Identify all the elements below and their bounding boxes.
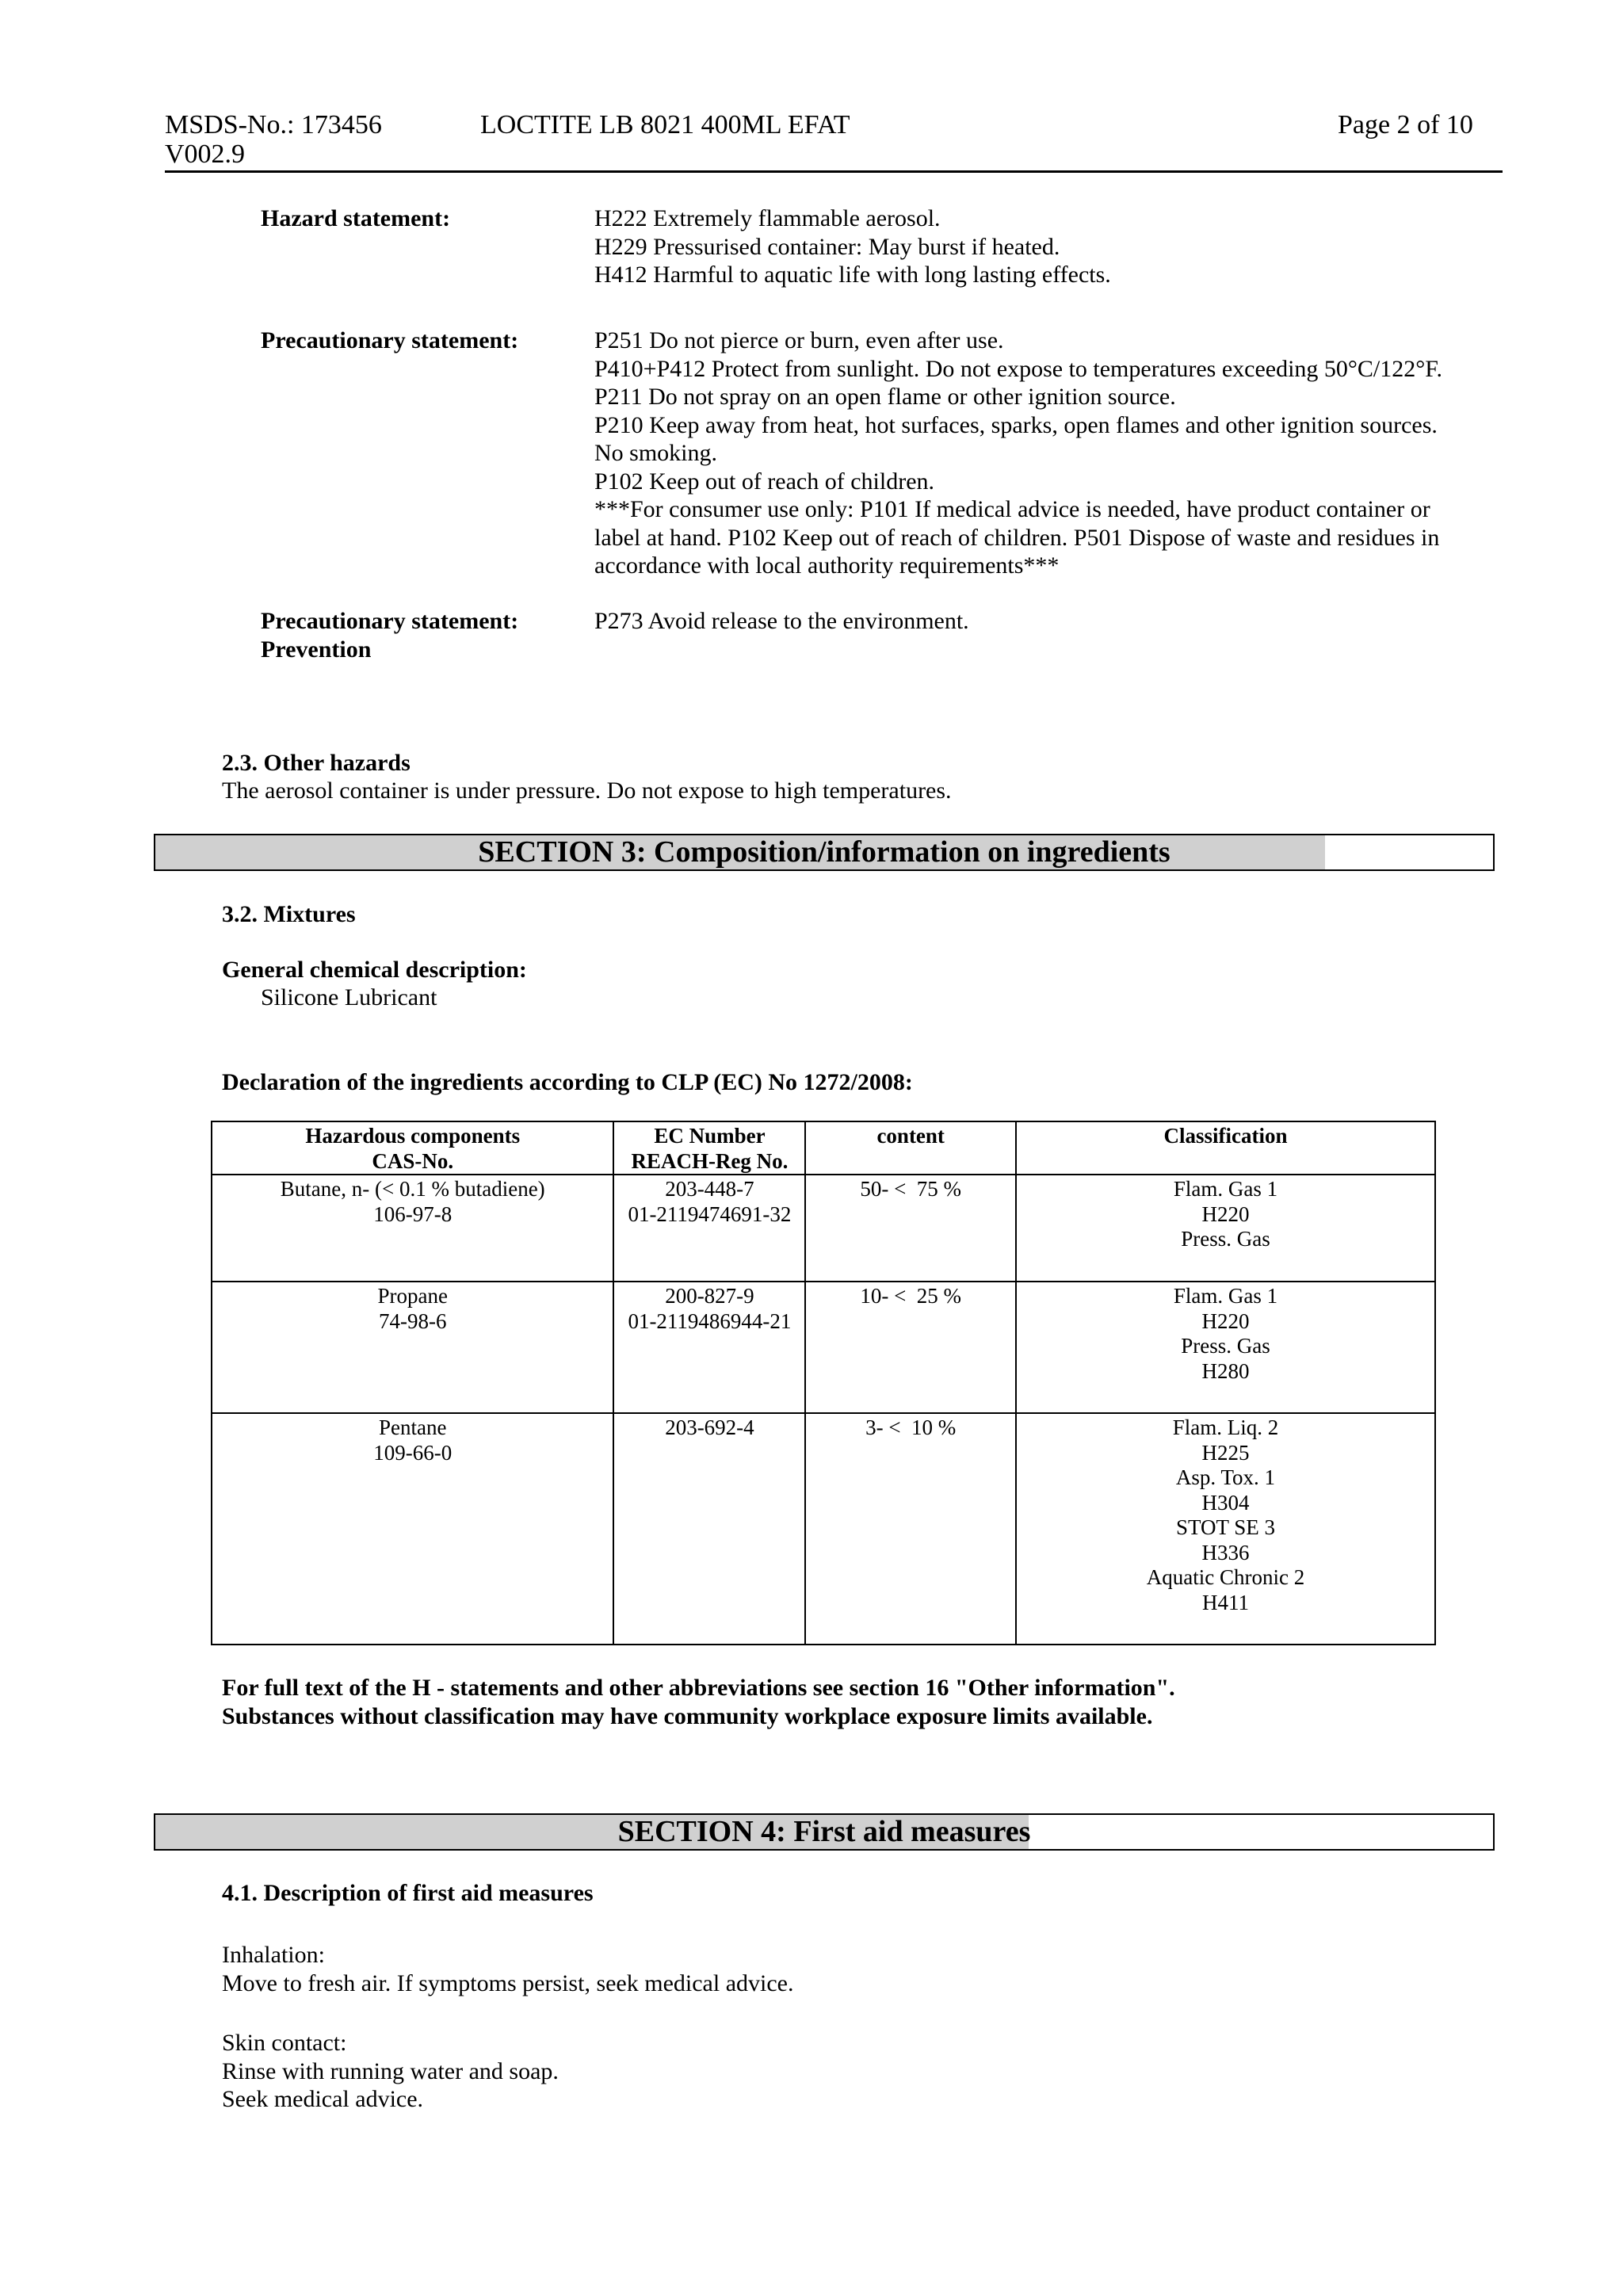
mixtures-heading: 3.2. Mixtures	[222, 901, 356, 927]
precaution-line: No smoking.	[594, 440, 718, 466]
classification-line: Flam. Liq. 2	[1172, 1415, 1279, 1439]
precaution-line: P210 Keep away from heat, hot surfaces, sparks, open flames and other ignition sources.	[594, 411, 1438, 438]
section-3-header	[154, 834, 1495, 871]
cas-number: 109-66-0	[373, 1440, 453, 1465]
content-value: 3- < 10 %	[865, 1415, 957, 1439]
classification-line: Press. Gas	[1181, 1334, 1270, 1358]
classification-line: H225	[1201, 1440, 1250, 1465]
skin-contact-line: Seek medical advice.	[222, 2086, 424, 2112]
prevention-text: P273 Avoid release to the environment.	[594, 608, 969, 634]
component-name: Butane, n- (< 0.1 % butadiene)	[280, 1177, 545, 1201]
product-name: LOCTITE LB 8021 400ML EFAT	[480, 110, 850, 139]
header-line: CAS-No.	[372, 1148, 454, 1173]
table-row	[212, 1413, 1435, 1645]
component-name: Propane	[377, 1284, 448, 1308]
cell-ec	[613, 1413, 805, 1645]
cell-component	[212, 1282, 613, 1413]
precaution-line: label at hand. P102 Keep out of reach of children. P501 Dispose of waste and residues in	[594, 524, 1440, 551]
note-line: For full text of the H - statements and other abbreviations see section 16 "Other information".	[222, 1675, 1175, 1701]
classification-line: Flam. Gas 1	[1173, 1177, 1278, 1201]
cas-number: 74-98-6	[379, 1308, 447, 1333]
skin-contact-line: Rinse with running water and soap.	[222, 2057, 559, 2084]
precaution-line: accordance with local authority requirements***	[594, 552, 1060, 579]
classification-line: H280	[1201, 1358, 1250, 1383]
header-classification	[1016, 1121, 1435, 1175]
reach-number: 01-2119486944-21	[628, 1308, 792, 1333]
inhalation-block	[222, 1941, 793, 1997]
section-4-header	[154, 1813, 1495, 1851]
cas-number: 106-97-8	[373, 1201, 453, 1226]
ec-number: 203-692-4	[665, 1415, 754, 1439]
ec-number: 203-448-7	[665, 1177, 754, 1201]
classification-line: H304	[1201, 1490, 1250, 1515]
header-rule	[165, 170, 1503, 173]
hazard-statement-text	[594, 204, 1111, 289]
cell-content	[805, 1175, 1016, 1282]
hazard-line: H412 Harmful to aquatic life with long lasting effects.	[594, 262, 1111, 288]
prevention-label	[261, 607, 518, 664]
general-description-heading: General chemical description:	[222, 957, 527, 983]
h-statements-note	[222, 1674, 1175, 1730]
cell-classification	[1016, 1413, 1435, 1645]
precaution-line: ***For consumer use only: P101 If medical advice is needed, have product container or	[594, 496, 1430, 522]
header-line: EC Number	[654, 1124, 766, 1148]
declaration-heading: Declaration of the ingredients according to CLP (EC) No 1272/2008:	[222, 1069, 913, 1095]
hazard-line: H229 Pressurised container: May burst if heated.	[594, 233, 1060, 260]
skin-contact-block	[222, 2029, 559, 2114]
cell-content	[805, 1413, 1016, 1645]
table-row	[212, 1282, 1435, 1413]
general-description-text: Silicone Lubricant	[261, 984, 437, 1010]
hazard-statement-label: Hazard statement:	[261, 205, 451, 231]
inhalation-label: Inhalation:	[222, 1942, 325, 1968]
cell-classification	[1016, 1282, 1435, 1413]
hazard-line: H222 Extremely flammable aerosol.	[594, 205, 941, 231]
cell-ec	[613, 1282, 805, 1413]
msds-number: MSDS-No.: 173456	[165, 110, 382, 139]
cell-component	[212, 1413, 613, 1645]
ingredients-table	[211, 1121, 1436, 1645]
page-number: Page 2 of 10	[1338, 110, 1473, 139]
header-hazardous-components	[212, 1121, 613, 1175]
table-header-row	[212, 1121, 1435, 1175]
precautionary-statement-label: Precautionary statement:	[261, 327, 519, 353]
cell-component	[212, 1175, 613, 1282]
skin-contact-label: Skin contact:	[222, 2030, 347, 2056]
note-line: Substances without classification may have community workplace exposure limits available.	[222, 1702, 1153, 1729]
section-4-title: SECTION 4: First aid measures	[617, 1815, 1031, 1848]
cell-content	[805, 1282, 1016, 1413]
classification-line: H220	[1201, 1308, 1250, 1333]
reach-number: 01-2119474691-32	[628, 1201, 792, 1226]
table-row	[212, 1175, 1435, 1282]
version: V002.9	[165, 139, 246, 169]
precaution-line: P410+P412 Protect from sunlight. Do not expose to temperatures exceeding 50°C/122°F.	[594, 355, 1443, 382]
classification-line: H411	[1201, 1590, 1249, 1614]
classification-line: H220	[1201, 1201, 1250, 1226]
precaution-line: P102 Keep out of reach of children.	[594, 468, 935, 495]
first-aid-heading: 4.1. Description of first aid measures	[222, 1880, 594, 1906]
inhalation-text: Move to fresh air. If symptoms persist, seek medical advice.	[222, 1969, 794, 1996]
header-line: Hazardous components	[305, 1124, 521, 1148]
header-line: REACH-Reg No.	[631, 1148, 789, 1173]
classification-line: Aquatic Chronic 2	[1146, 1565, 1305, 1589]
ec-number: 200-827-9	[665, 1284, 754, 1308]
cell-ec	[613, 1175, 805, 1282]
classification-line: Flam. Gas 1	[1173, 1284, 1278, 1308]
content-value: 50- < 75 %	[860, 1177, 962, 1201]
other-hazards-text: The aerosol container is under pressure. Do not expose to high temperatures.	[222, 777, 952, 804]
section-3-title: SECTION 3: Composition/information on ingredients	[478, 835, 1170, 869]
header-content	[805, 1121, 1016, 1175]
classification-line: Asp. Tox. 1	[1175, 1465, 1276, 1489]
header-line: Classification	[1163, 1124, 1288, 1148]
prevention-label-line: Prevention	[261, 636, 372, 663]
precaution-line: P251 Do not pierce or burn, even after use.	[594, 327, 1004, 353]
classification-line: Press. Gas	[1181, 1227, 1270, 1251]
header-ec-number	[613, 1121, 805, 1175]
precautionary-statement-text	[594, 327, 1442, 580]
classification-line: STOT SE 3	[1175, 1515, 1276, 1539]
cell-classification	[1016, 1175, 1435, 1282]
component-name: Pentane	[379, 1415, 447, 1439]
header-line: content	[876, 1124, 945, 1148]
other-hazards-heading: 2.3. Other hazards	[222, 750, 411, 776]
prevention-label-line: Precautionary statement:	[261, 608, 519, 634]
precaution-line: P211 Do not spray on an open flame or other ignition source.	[594, 384, 1176, 410]
content-value: 10- < 25 %	[860, 1284, 962, 1308]
classification-line: H336	[1201, 1540, 1250, 1564]
